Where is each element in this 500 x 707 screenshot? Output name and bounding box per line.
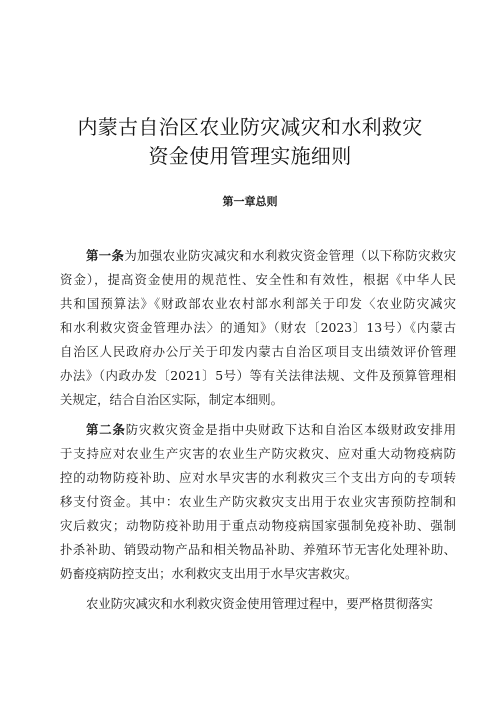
article-2-line-1: [86, 418, 456, 442]
document-title-line-2: 资金使用管理实施细则: [148, 144, 352, 168]
article-2-text: 防灾救灾资金是指中央财政下达和自治区本级财政安排用: [125, 422, 456, 437]
article-1-label: 第一条: [86, 248, 125, 263]
article-2-line-6: 扑杀补助、销毁动物产品和相关物品补助、养殖环节无害化处理补助、: [60, 542, 456, 557]
article-2-label: 第二条: [86, 422, 126, 437]
article-1-line-1: [86, 244, 456, 268]
article-1-line-4: 和水利救灾资金管理办法〉的通知》（财农〔2023〕13号）《内蒙古: [60, 320, 456, 335]
article-2-line-7: 奶畜疫病防控支出；水利救灾支出用于水旱灾害救灾。: [60, 566, 358, 581]
chapter-heading: 第一章总则: [222, 195, 278, 208]
article-2-line-2: 于支持应对农业生产灾害的农业生产防灾救灾、应对重大动物疫病防: [60, 446, 456, 461]
paragraph-3-line-1: 农业防灾减灾和水利救灾资金使用管理过程中，要严格贯彻落实: [86, 596, 433, 611]
article-2-line-3: 控的动物防疫补助、应对水旱灾害的水利救灾三个支出方向的专项转: [60, 470, 456, 485]
document-title-line-1: 内蒙古自治区农业防灾减灾和水利救灾: [77, 115, 423, 139]
article-1-line-2: 资金），提高资金使用的规范性、安全性和有效性，根据《中华人民: [60, 272, 456, 287]
article-1-line-7: 关规定，结合自治区实际，制定本细则。: [60, 392, 284, 407]
article-1-line-5: 自治区人民政府办公厅关于印发内蒙古自治区项目支出绩效评价管理: [60, 344, 456, 359]
article-2-line-4: 移支付资金。其中：农业生产防灾救灾支出用于农业灾害预防控制和: [60, 494, 456, 509]
article-2-line-5: 灾后救灾；动物防疫补助用于重点动物疫病国家强制免疫补助、强制: [60, 518, 456, 533]
article-1-line-6: 办法》（内政办发〔2021〕5号）等有关法律法规、文件及预算管理相: [60, 368, 456, 383]
article-1-line-3: 共和国预算法》《财政部农业农村部水利部关于印发〈农业防灾减灾: [60, 296, 456, 311]
article-1-text: 为加强农业防灾减灾和水利救灾资金管理（以下称防灾救灾: [124, 248, 456, 263]
